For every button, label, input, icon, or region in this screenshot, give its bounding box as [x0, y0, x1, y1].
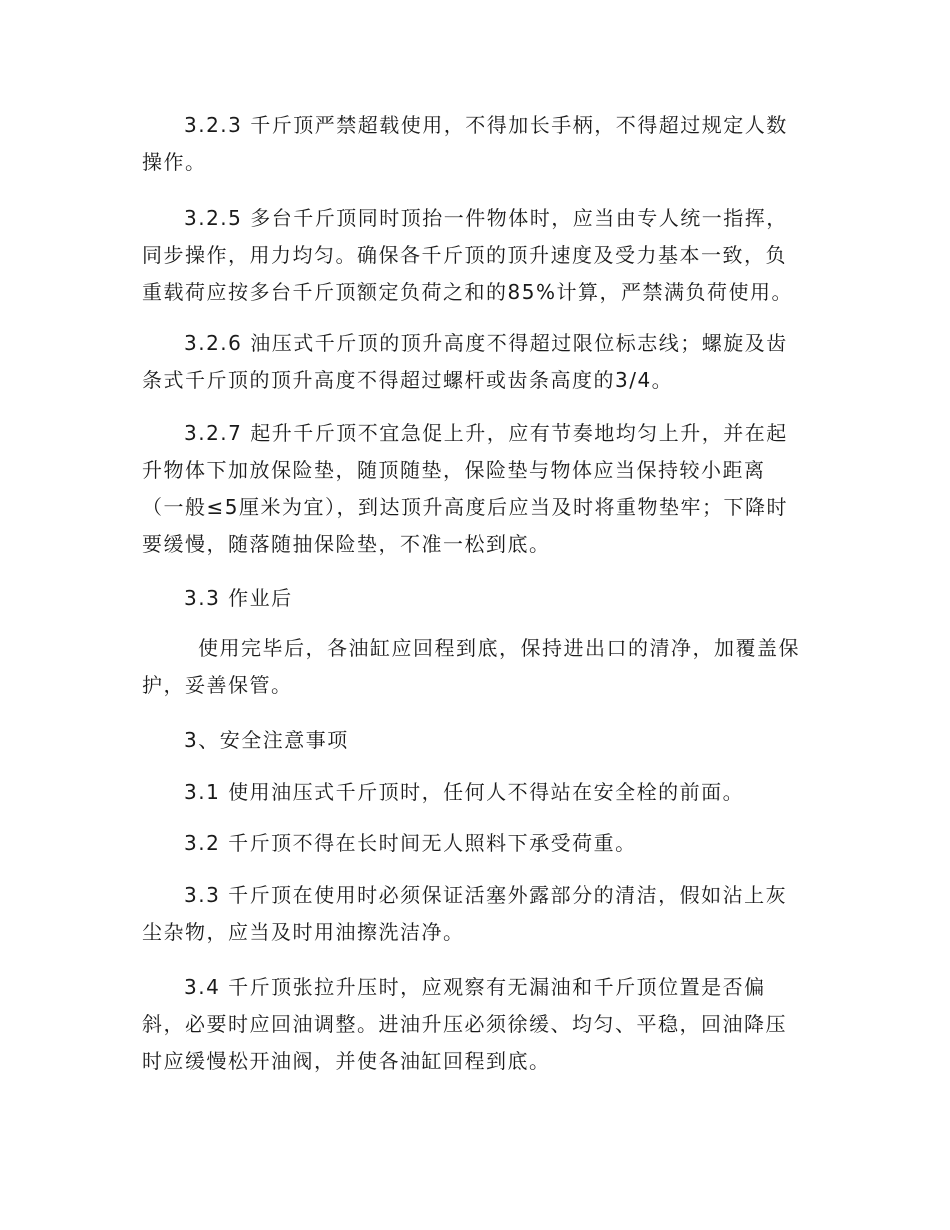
text-line: 3.2.7 起升千斤顶不宜急促上升，应有节奏地均匀上升，并在起: [184, 421, 788, 445]
text-line: 要缓慢，随落随抽保险垫，不准一松到底。: [142, 532, 551, 556]
text-line: 操作。: [142, 150, 207, 174]
paragraph-3-2-3: [142, 107, 812, 181]
text-line: 尘杂物，应当及时用油擦洗洁净。: [142, 920, 465, 944]
text-line: 3.3 作业后: [184, 586, 293, 610]
text-line: 使用完毕后，各油缸应回程到底，保持进出口的清净，加覆盖保: [198, 636, 800, 660]
text-line: 3.3 千斤顶在使用时必须保证活塞外露部分的清洁，假如沾上灰: [184, 883, 788, 907]
text-line: （一般≤5厘米为宜），到达顶升高度后应当及时将重物垫牢；下降时: [142, 495, 788, 519]
text-line: 条式千斤顶的顶升高度不得超过螺杆或齿条高度的3/4。: [142, 368, 674, 392]
paragraph-3-1: [142, 774, 812, 811]
text-line: 3、安全注意事项: [184, 728, 349, 752]
paragraph-3-2-5: [142, 200, 812, 311]
text-line: 3.4 千斤顶张拉升压时，应观察有无漏油和千斤顶位置是否偏: [184, 975, 766, 999]
text-line: 重载荷应按多台千斤顶额定负荷之和的85%计算，严禁满负荷使用。: [142, 280, 793, 304]
paragraph-3-2: [142, 825, 812, 862]
text-line: 时应缓慢松开油阀，并使各油缸回程到底。: [142, 1049, 551, 1073]
text-line: 3.2.3 千斤顶严禁超载使用，不得加长手柄，不得超过规定人数: [184, 113, 788, 137]
text-line: 3.1 使用油压式千斤顶时，任何人不得站在安全栓的前面。: [184, 780, 745, 804]
paragraph-3-2-7: [142, 415, 812, 563]
text-line: 斜，必要时应回油调整。进油升压必须徐缓、均匀、平稳，回油降压: [142, 1012, 787, 1036]
heading-section-3: [142, 722, 812, 759]
paragraph-3-4: [142, 969, 812, 1080]
text-line: 升物体下加放保险垫，随顶随垫，保险垫与物体应当保持较小距离: [142, 458, 766, 482]
text-line: 同步操作，用力均匀。确保各千斤顶的顶升速度及受力基本一致，负: [142, 243, 787, 267]
text-line: 3.2.5 多台千斤顶同时顶抬一件物体时，应当由专人统一指挥，: [184, 206, 788, 230]
text-line: 3.2 千斤顶不得在长时间无人照料下承受荷重。: [184, 831, 637, 855]
paragraph-3-3: [142, 877, 812, 951]
heading-3-3: [142, 580, 812, 617]
paragraph-after-use: [142, 630, 812, 704]
paragraph-3-2-6: [142, 325, 812, 399]
text-line: 护，妥善保管。: [142, 673, 293, 697]
text-line: 3.2.6 油压式千斤顶的顶升高度不得超过限位标志线；螺旋及齿: [184, 331, 788, 355]
